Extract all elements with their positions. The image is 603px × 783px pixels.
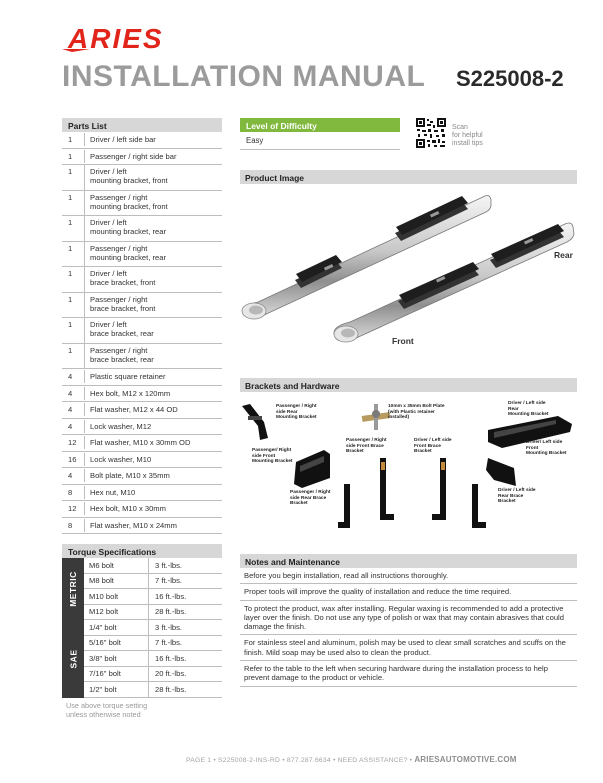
part-qty: 4 — [68, 405, 73, 415]
difficulty-value: Easy — [240, 132, 400, 150]
note-item: To protect the product, wax after installing. Regular waxing is recommended to add a protective layer over the finish. Do not use any type of polish or wax that may contain abrasives that could damage the finish. — [240, 601, 577, 636]
part-qty: 1 — [68, 167, 73, 176]
torque-note: Use above torque setting unless otherwise noted — [66, 700, 148, 719]
part-desc: Hex bolt, M12 x 120mm — [84, 387, 222, 400]
metric-label: METRIC — [62, 558, 84, 620]
torque-value: 7 ft.-lbs. — [148, 636, 222, 651]
part-desc: Hex nut, M10 — [84, 486, 222, 499]
note-item: Refer to the table to the left when securing hardware during the installation process to help prevent damage to the product or vehicle. — [240, 661, 577, 687]
bolt-size: 3/8" bolt — [89, 653, 117, 663]
aries-logo — [62, 26, 212, 52]
torque-row — [84, 589, 222, 605]
qr-code-icon[interactable] — [416, 118, 446, 148]
part-qty: 1 — [68, 218, 73, 227]
part-desc: Passenger / right mounting bracket, rear — [84, 242, 222, 267]
label-dl-rear-mount: Driver / Left side Rear Mounting Bracket — [508, 401, 549, 417]
label-dl-rear-brace: Driver / Left side Rear Brace Bracket — [498, 488, 536, 504]
bolt-size: 5/16" bolt — [89, 638, 121, 648]
parts-list-heading: Parts List — [62, 118, 222, 132]
parts-row — [62, 369, 222, 386]
part-desc: Lock washer, M10 — [84, 453, 222, 466]
part-desc: Driver / left brace bracket, rear — [84, 318, 222, 343]
part-qty: 12 — [68, 438, 77, 448]
parts-row — [62, 485, 222, 502]
torque-value: 16 ft.-lbs. — [148, 651, 222, 666]
torque-value: 3 ft.-lbs. — [148, 620, 222, 635]
label-dl-front-brace: Driver / Left side Front Brace Bracket — [414, 438, 452, 454]
part-desc: Hex bolt, M10 x 30mm — [84, 502, 222, 515]
pr-front-mounting-bracket — [294, 450, 330, 488]
qr-caption: Scan for helpful install tips — [452, 124, 483, 147]
parts-row — [62, 435, 222, 452]
torque-row — [84, 667, 222, 683]
torque-value: 7 ft.-lbs. — [148, 574, 222, 589]
front-side-bar — [334, 223, 574, 342]
part-number: S225008-2 — [456, 66, 564, 91]
torque-value: 28 ft.-lbs. — [148, 682, 222, 697]
part-desc: Driver / left mounting bracket, front — [84, 165, 222, 190]
brackets-heading: Brackets and Hardware — [240, 378, 577, 392]
parts-row — [62, 149, 222, 166]
label-pr-front-mount: Passenger/ Right side Front Mounting Bracket — [252, 448, 293, 464]
part-desc: Passenger / right side bar — [84, 150, 222, 163]
pr-rear-brace-bracket — [338, 484, 350, 528]
torque-row — [84, 605, 222, 621]
bolt-size: M10 bolt — [89, 591, 119, 601]
part-qty: 8 — [68, 487, 73, 497]
product-image-section — [240, 170, 577, 370]
note-item: Proper tools will improve the quality of installation and reduce the time required. — [240, 584, 577, 600]
part-desc: Flat washer, M12 x 44 OD — [84, 403, 222, 416]
sae-label: SAE — [62, 620, 84, 698]
parts-row — [62, 518, 222, 535]
part-qty: 4 — [68, 471, 73, 481]
part-qty: 8 — [68, 520, 73, 530]
part-desc: Passenger / right mounting bracket, front — [84, 191, 222, 216]
torque-value: 16 ft.-lbs. — [148, 589, 222, 604]
part-desc: Passenger / right brace bracket, rear — [84, 344, 222, 369]
label-pr-front-brace: Passenger / Right side Front Brace Bracket — [346, 438, 387, 454]
part-desc: Plastic square retainer — [84, 370, 222, 383]
label-bolt-plate: 10mm x 35mm Bolt Plate (with Plastic retainer installed) — [388, 404, 445, 420]
parts-row — [62, 468, 222, 485]
bolt-size: 1/4" bolt — [89, 622, 117, 632]
dl-front-brace-bracket — [432, 458, 446, 520]
part-qty: 1 — [68, 345, 73, 355]
parts-row — [62, 242, 222, 268]
torque-row — [84, 682, 222, 698]
sae-group — [62, 620, 222, 698]
metric-group — [62, 558, 222, 620]
pr-rear-mounting-bracket — [242, 404, 268, 440]
label-pr-rear-brace: Passenger / Right side Rear Brace Bracket — [290, 490, 331, 506]
footer-text: PAGE 1 • S225008-2-INS-RD • 877.287.6634 • NEED ASSISTANCE? • — [186, 757, 415, 764]
label-pr-rear-mount: Passenger / Right side Rear Mounting Bracket — [276, 404, 317, 420]
footer-website-link[interactable]: ARIESAUTOMOTIVE.COM — [414, 755, 517, 764]
part-desc: Bolt plate, M10 x 35mm — [84, 469, 222, 482]
torque-row — [84, 574, 222, 590]
part-qty: 1 — [68, 135, 73, 145]
part-qty: 12 — [68, 504, 77, 514]
part-qty: 1 — [68, 151, 73, 161]
notes-section — [240, 554, 577, 687]
torque-row — [84, 636, 222, 652]
bolt-size: 7/16" bolt — [89, 669, 121, 679]
logo-text: ARIES — [68, 26, 164, 52]
parts-row — [62, 386, 222, 403]
parts-row — [62, 191, 222, 217]
parts-list — [62, 118, 222, 534]
part-qty: 4 — [68, 372, 73, 382]
note-item: For stainless steel and aluminum, polish may be used to clear small scratches and scuffs on the finish. Mild soap may be used also to clean the product. — [240, 635, 577, 661]
part-desc: Flat washer, M10 x 30mm OD — [84, 436, 222, 449]
torque-specifications — [62, 544, 222, 719]
part-qty: 1 — [68, 294, 73, 304]
product-image-heading: Product Image — [240, 170, 577, 184]
difficulty-box — [240, 118, 400, 150]
parts-row — [62, 216, 222, 242]
bolt-size: M12 bolt — [89, 607, 119, 617]
torque-heading: Torque Specifications — [62, 544, 222, 558]
part-desc: Lock washer, M12 — [84, 420, 222, 433]
parts-row — [62, 344, 222, 370]
parts-row — [62, 318, 222, 344]
dl-rear-brace-bracket — [472, 484, 486, 528]
parts-row — [62, 165, 222, 191]
footer — [186, 755, 517, 764]
parts-row — [62, 132, 222, 149]
torque-row — [84, 620, 222, 636]
part-desc: Passenger / right brace bracket, front — [84, 293, 222, 318]
difficulty-heading: Level of Difficulty — [240, 118, 400, 132]
part-qty: 4 — [68, 388, 73, 398]
torque-value: 20 ft.-lbs. — [148, 667, 222, 682]
note-item: Before you begin installation, read all instructions thoroughly. — [240, 568, 577, 584]
parts-row — [62, 267, 222, 293]
parts-row — [62, 293, 222, 319]
torque-row — [84, 558, 222, 574]
dl-front-mounting-bracket — [486, 458, 516, 486]
front-label: Front — [392, 336, 414, 346]
brackets-section — [240, 378, 577, 533]
parts-row — [62, 501, 222, 518]
bolt-size: M6 bolt — [89, 560, 114, 570]
parts-row — [62, 452, 222, 469]
bolt-size: M8 bolt — [89, 576, 114, 586]
torque-value: 28 ft.-lbs. — [148, 605, 222, 620]
part-qty: 1 — [68, 320, 73, 329]
bolt-plate-icon — [362, 404, 391, 430]
part-qty: 16 — [68, 454, 77, 464]
torque-value: 3 ft.-lbs. — [148, 558, 222, 573]
part-qty: 1 — [68, 243, 73, 253]
parts-row — [62, 419, 222, 436]
part-qty: 4 — [68, 421, 73, 431]
page-title: INSTALLATION MANUAL — [62, 60, 426, 93]
part-qty: 1 — [68, 269, 73, 278]
part-desc: Driver / left mounting bracket, rear — [84, 216, 222, 241]
part-desc: Flat washer, M10 x 24mm — [84, 519, 222, 532]
part-qty: 1 — [68, 192, 73, 202]
notes-heading: Notes and Maintenance — [240, 554, 577, 568]
part-desc: Driver / left side bar — [84, 133, 222, 146]
part-desc: Driver / left brace bracket, front — [84, 267, 222, 292]
parts-row — [62, 402, 222, 419]
rear-label: Rear — [554, 250, 573, 260]
rear-side-bar — [242, 196, 491, 320]
label-dl-front-mount: Driver/ Left side Front Mounting Bracket — [526, 440, 567, 456]
pr-front-brace-bracket — [380, 458, 394, 520]
bolt-size: 1/2" bolt — [89, 684, 117, 694]
torque-row — [84, 651, 222, 667]
